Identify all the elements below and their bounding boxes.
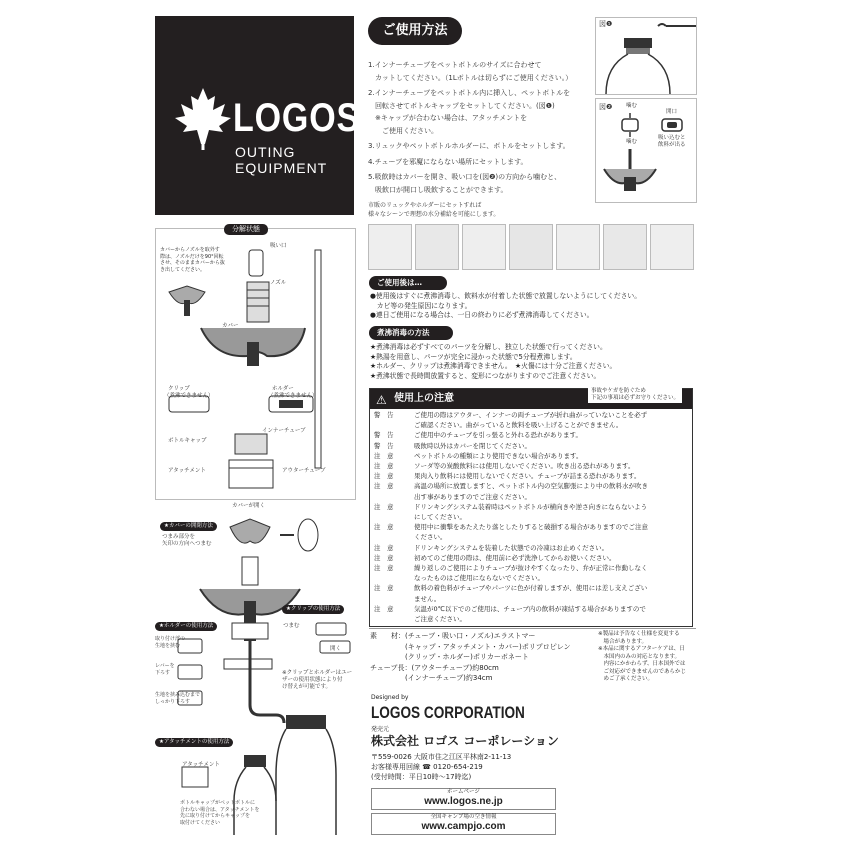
caution-row-text: なったものはご使用にならないでください。 xyxy=(414,574,544,583)
caution-row-label: 注 意 xyxy=(374,472,394,481)
seller-label: 発売元 xyxy=(371,726,390,733)
caution-row-text: ません。 xyxy=(414,594,441,603)
caution-row-label: 注 意 xyxy=(374,564,394,572)
boiling-title: 煮沸消毒の方法 xyxy=(369,326,453,340)
cover-note-line: 際は、ノズルだけを90°回転 xyxy=(160,253,224,260)
clip-pinch-label: つまむ xyxy=(283,623,300,629)
caution-row-text: ドリンキングシステム装着時はペットボトルが横向きや逆さ向きにならないよう xyxy=(414,502,648,511)
corporation-address: 〒559-0026 大阪市住之江区平林南2-11-13 xyxy=(371,753,512,761)
campsite-url[interactable]: www.campjo.com xyxy=(421,821,506,832)
logos-logo-box xyxy=(155,16,361,215)
usage-step-line: 5.吸飲時はカバーを開き、吸い口を(図❷)の方向から噛むと、 xyxy=(368,173,562,181)
scene-note-line: 市販のリュックやホルダーにセットすれば xyxy=(368,202,482,209)
materials-note-line: 内容にかかわらず、日本国外では xyxy=(598,661,686,667)
attachment-note xyxy=(180,800,259,826)
usage-step-line: ご使用ください。 xyxy=(368,126,438,135)
boiling-item: ★熱湯を用意し、パーツが完全に浸かった状態で5分程煮沸します。 xyxy=(370,352,577,361)
materials-note-line: めご了承ください。 xyxy=(598,676,654,682)
cover-note-line: カバーからノズルを取外す xyxy=(160,247,220,253)
part-clip-label: クリップ xyxy=(168,386,190,392)
holder-method-steps xyxy=(155,636,200,705)
caution-row-text: 吸飲時以外はカバーを閉じてください。 xyxy=(414,441,531,450)
caution-row-label: 注 意 xyxy=(374,604,394,613)
materials-notes xyxy=(598,631,686,684)
materials-note-line: ご対応ができませんのであらかじ xyxy=(598,668,687,675)
clip-holder-note xyxy=(282,670,352,691)
caution-row-text: ご注意ください。 xyxy=(414,615,466,623)
usage-step-line: カットしてください。（1Lボトルは切らずにご使用ください。） xyxy=(368,73,573,82)
caution-row-text: ペットボトルの種類により使用できない場合があります。 xyxy=(414,451,583,460)
scene-photo xyxy=(650,224,694,270)
maple-leaf-icon xyxy=(173,86,233,150)
logo-brand: LOGOS xyxy=(233,96,361,140)
caution-row-label: 警 告 xyxy=(374,441,394,450)
scene-photos xyxy=(368,224,695,270)
usage-step-line: 3.リュックやペットボトルホルダーに、ボトルをセットします。 xyxy=(368,142,570,150)
boiling-item: ★煮沸消毒は必ずすべてのパーツを分解し、独立した状態で行ってください。 xyxy=(370,343,607,351)
attachment-note-line: 先に取り付けてからキャップを xyxy=(180,813,251,819)
scene-photo xyxy=(462,224,506,270)
attachment-note-line: 合わない場合は、アタッチメントを xyxy=(180,806,260,813)
caution-row-text: 使用中に衝撃をあたえたり落としたりすると破損する場合がありますのでご注意 xyxy=(414,523,648,532)
scene-note xyxy=(368,201,499,219)
caution-row-text: 初めてのご使用の際は、使用前に必ず洗浄してからお使いください。 xyxy=(414,553,616,562)
homepage-url[interactable]: www.logos.ne.jp xyxy=(424,796,503,807)
holder-step-line: 取り付け部の xyxy=(155,636,186,642)
caution-box xyxy=(369,388,693,627)
caution-row-text: ご確認ください。曲がっていると飲料を吸い上げることができません。 xyxy=(414,421,623,430)
scene-photo xyxy=(415,224,459,270)
figure-1 xyxy=(595,17,697,95)
usage-step-line: ※キャップが合わない場合は、アタッチメントを xyxy=(368,114,528,122)
caution-row-label: 注 意 xyxy=(374,543,394,552)
attachment-note-line: 取付けてください xyxy=(180,819,221,826)
figure-2 xyxy=(595,98,697,203)
caution-side-note xyxy=(588,387,682,403)
cover-note-line: き出してください。 xyxy=(160,266,206,273)
materials-list xyxy=(370,631,590,684)
part-attachment-label: アタッチメント xyxy=(168,468,206,474)
cover-open-label: カバーが開く xyxy=(232,503,266,509)
attachment-note-line: ボトルキャップがペットボトルに xyxy=(180,800,256,806)
corporation-hours: (受付時間：平日10時～17時迄) xyxy=(371,773,472,781)
caution-row-label: 警 告 xyxy=(374,431,394,440)
usage-step-line: 2.インナーチューブをペットボトル内に挿入し、ペットボトルを xyxy=(368,89,571,97)
caution-row-label: 注 意 xyxy=(374,523,394,532)
scene-photo xyxy=(556,224,600,270)
materials-note-line: 場合があります。 xyxy=(598,638,648,645)
caution-row-text: 繰り返しのご使用によりチューブが抜けやすくなったり、弁が正常に作動しなく xyxy=(414,564,648,572)
materials-line: 素 材：(チューブ・吸い口・ノズル)エラストマー xyxy=(370,632,536,640)
figure-2-bite-bottom: 噛む xyxy=(626,139,638,145)
caution-side-note-line: 下記の事項は必ずお守りください。 xyxy=(591,395,680,401)
caution-row-text: 高温の場所に放置しますと、ペットボトル内の空気膨張により中の飲料水が吹き xyxy=(414,482,648,491)
clip-method-title: ★クリップの使用方法 xyxy=(282,605,344,614)
corporation-support: お客様専用回線 ☎ 0120-654-219 xyxy=(371,763,483,771)
boiling-list xyxy=(370,343,616,381)
corporation-name-jp: 株式会社 ロゴス コーポレーション xyxy=(371,734,559,748)
part-outer-tube-label: アウターチューブ xyxy=(282,468,326,474)
holder-method-title: ★ホルダーの使用方法 xyxy=(155,622,217,631)
caution-row-text: にしてください。 xyxy=(414,513,466,521)
part-cover-label: カバー xyxy=(222,323,239,329)
materials-line: (キャップ・アタッチメント・カバー)ポリプロピレン xyxy=(370,642,571,651)
part-mouthpiece-label: 吸い口 xyxy=(270,243,287,249)
caution-row-label: 注 意 xyxy=(374,553,394,562)
after-use-item: カビ等の発生原因になります。 xyxy=(370,301,472,310)
mouthpiece-bite-illustration xyxy=(596,99,696,202)
caution-side-note-line: 事故やケガを防ぐため xyxy=(591,388,646,394)
holder-step-line: 下ろす xyxy=(155,669,171,676)
scene-photo xyxy=(603,224,647,270)
campsite-box[interactable] xyxy=(371,813,556,835)
after-use-item: ●使用後はすぐに煮沸消毒し、飲料水が付着した状態で放置しないようにしてください。 xyxy=(370,292,642,300)
caution-row-text: ください。 xyxy=(414,533,447,542)
boiling-item: ★ホルダー、クリップは煮沸消毒できません。 ★火傷には十分ご注意ください。 xyxy=(370,362,617,370)
homepage-label: ホームページ xyxy=(447,789,480,795)
usage-step-line: 吸飲口が開口し吸飲することができます。 xyxy=(368,185,508,194)
holder-step-line: 生地を挟み込むまで xyxy=(155,692,201,698)
usage-steps xyxy=(368,60,590,197)
part-holder-label: ホルダー xyxy=(272,386,294,392)
usage-step-line: 1.インナーチューブをペットボトルのサイズに合わせて xyxy=(368,61,542,69)
bottle-top-illustration xyxy=(596,18,696,94)
holder-step-line: 生地を挟む xyxy=(155,642,181,649)
materials-line: (クリップ・ホルダー)ポリカーボネート xyxy=(370,653,529,661)
part-holder-note: （煮沸できません） xyxy=(268,393,318,399)
part-inner-tube-label: インナーチューブ xyxy=(262,428,306,434)
cover-note-line: させ、そのままカバーから抜 xyxy=(160,260,225,266)
caution-title: 使用上の注意 xyxy=(394,393,454,404)
caution-row-text: 果肉入り飲料には使用しないでください。チューブが詰まる恐れがあります。 xyxy=(414,472,641,481)
materials-line: (インナーチューブ)約34cm xyxy=(370,674,493,682)
caution-row-text: ソーダ等の炭酸飲料には使用しないでください。吹き出る恐れがあります。 xyxy=(414,462,635,470)
clip-open-label: 開く xyxy=(330,646,342,652)
after-use-list xyxy=(370,292,641,321)
figure-1-label: 図❶ xyxy=(599,20,613,28)
logo-subtitle: OUTING EQUIPMENT xyxy=(235,144,328,176)
caution-row-label: 注 意 xyxy=(374,502,394,511)
cover-method-line: つまみ部分を xyxy=(162,534,196,540)
caution-row-text: ドリンキングシステムを装着した状態での冷凍はお止めください。 xyxy=(414,543,609,552)
campsite-label: 全国キャンプ場の空き情報 xyxy=(430,814,497,820)
cover-method-title: ★カバーの開閉方法 xyxy=(160,522,217,531)
attachment-method-title: ★アタッチメントの使用方法 xyxy=(155,738,233,747)
materials-note-line: 本国内のみの対応となります。 xyxy=(598,653,681,660)
usage-step-line: 4.チューブを邪魔にならない場所にセットします。 xyxy=(368,157,528,166)
materials-line: チューブ長：(アウターチューブ)約80cm xyxy=(370,663,499,672)
usage-title: ご使用方法 xyxy=(368,17,462,45)
holder-step-line: レバーを xyxy=(155,663,175,669)
after-use-item: ●連日ご使用になる場合は、一日の終わりに必ず煮沸消毒してください。 xyxy=(370,311,594,319)
corporation-contact xyxy=(371,752,511,782)
clip-holder-note-line: ※クリップとホルダーはユー xyxy=(282,670,353,676)
caution-row-text: ご使用の際はアウター、インナーの両チューブが折れ曲がっていないことを必ず xyxy=(414,411,648,419)
scene-note-line: 様々なシーンで理想の水分補給を可能にします。 xyxy=(368,211,500,218)
part-clip-note: （煮沸できません） xyxy=(164,393,214,399)
disassembly-title: 分解状態 xyxy=(224,224,268,235)
figure-2-caption: 吸い込むと xyxy=(658,135,686,141)
clip-holder-note-line: ザーの使用状態により付 xyxy=(282,677,343,683)
cover-method-line: 矢印の方向へつまむ xyxy=(162,541,212,547)
figure-2-bite-top: 噛む xyxy=(626,103,638,109)
caution-row-text: 気温が0℃以下でのご使用は、チューブ内の飲料が凍結する場合がありますので xyxy=(414,604,646,613)
caution-row-label: 注 意 xyxy=(374,482,394,491)
caution-row-label: 注 意 xyxy=(374,462,394,470)
materials-note-line: ※製品は予告なく仕様を変更する xyxy=(598,631,680,637)
scene-photo xyxy=(368,224,412,270)
figure-2-open: 開口 xyxy=(666,109,678,115)
materials-note-line: ※本品に関するアフターケアは、日 xyxy=(598,646,685,652)
after-use-title: ご使用後は… xyxy=(369,276,447,290)
caution-row-label: 注 意 xyxy=(374,584,394,593)
holder-step-line: しっかり下ろす xyxy=(155,698,191,705)
warning-triangle-icon: ⚠ xyxy=(376,393,387,407)
scene-photo xyxy=(509,224,553,270)
nozzle-rotate-illustration xyxy=(165,282,215,318)
caution-row-text: ご使用中のチューブを引っ張ると外れる恐れがあります。 xyxy=(414,431,582,440)
corporation-name: LOGOS CORPORATION xyxy=(371,703,525,722)
part-nozzle-label: ノズル xyxy=(270,280,287,286)
materials-divider xyxy=(369,628,696,629)
caution-row-label: 警 告 xyxy=(374,411,394,419)
caution-row-label: 注 意 xyxy=(374,451,394,460)
boiling-item: ★煮沸状態で長時間放置すると、変形につながりますのでご注意ください。 xyxy=(370,371,601,380)
clip-holder-note-line: け替えが可能です。 xyxy=(282,684,332,690)
disassembly-illustration xyxy=(155,228,354,498)
caution-row-text: 飲料の着色料がチューブやパーツに色が付着しますが、使用には差し支えござい xyxy=(414,584,648,593)
caution-row-text: 出す事がありますのでご注意ください。 xyxy=(414,492,531,501)
attachment-label: アタッチメント xyxy=(182,762,220,768)
part-bottle-cap-label: ボトルキャップ xyxy=(168,438,207,444)
figure-2-caption: 飲料が出る xyxy=(658,142,686,148)
designed-by-label: Designed by xyxy=(371,694,409,701)
homepage-box[interactable] xyxy=(371,788,556,810)
figure-2-label: 図❷ xyxy=(599,103,613,111)
usage-step-line: 回転させてボトルキャップをセットしてください。(図❶) xyxy=(368,101,555,110)
